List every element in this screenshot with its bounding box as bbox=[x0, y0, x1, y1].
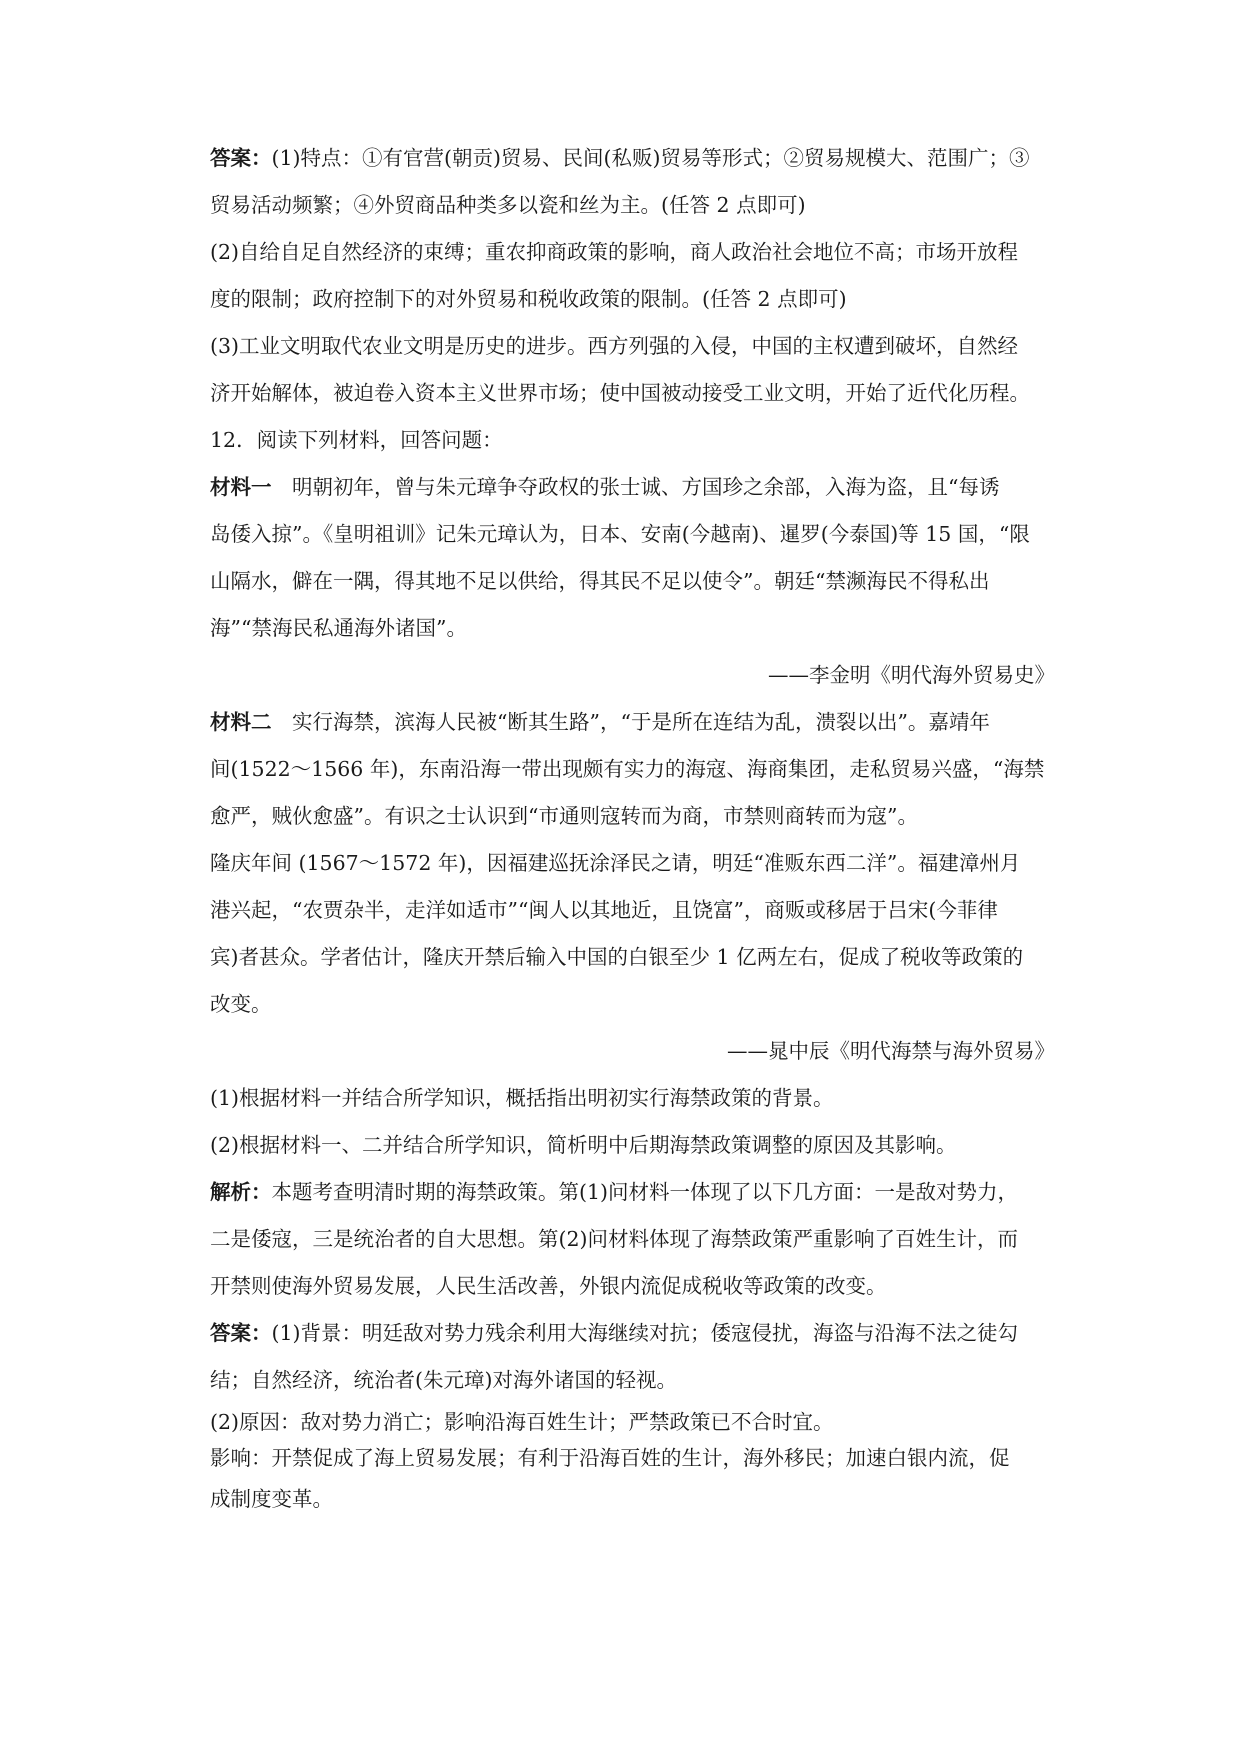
answer-line: 答案：(1)特点：①有官营(朝贡)贸易、民间(私贩)贸易等形式；②贸易规模大、范围广；③ bbox=[210, 146, 1030, 170]
analysis-line: 开禁则使海外贸易发展，人民生活改善，外银内流促成税收等政策的改变。 bbox=[210, 1274, 887, 1298]
answer-line: 贸易活动频繁；④外贸商品种类多以瓷和丝为主。(任答 2 点即可) bbox=[210, 193, 806, 217]
answer-line: 成制度变革。 bbox=[210, 1487, 333, 1511]
material-line: 改变。 bbox=[210, 992, 272, 1016]
answer-line: (2)原因：敌对势力消亡；影响沿海百姓生计；严禁政策已不合时宜。 bbox=[210, 1410, 834, 1434]
answer-line: (2)自给自足自然经济的束缚；重农抑商政策的影响，商人政治社会地位不高；市场开放程 bbox=[210, 240, 1019, 264]
analysis-line: 解析：本题考查明清时期的海禁政策。第(1)问材料一体现了以下几方面：一是敌对势力， bbox=[210, 1180, 1019, 1204]
analysis-label: 解析： bbox=[210, 1180, 272, 1204]
material-source: ——李金明《明代海外贸易史》 bbox=[768, 663, 1055, 687]
answer-line: 度的限制；政府控制下的对外贸易和税收政策的限制。(任答 2 点即可) bbox=[210, 287, 847, 311]
answer-line: 结；自然经济，统治者(朱元璋)对海外诸国的轻视。 bbox=[210, 1368, 677, 1392]
material-line: 山隔水，僻在一隅，得其地不足以供给，得其民不足以使令”。朝廷“禁濒海民不得私出 bbox=[210, 569, 990, 593]
material-line: 愈严，贼伙愈盛”。有识之士认识到“市通则寇转而为商，市禁则商转而为寇”。 bbox=[210, 804, 918, 828]
analysis-line: 二是倭寇，三是统治者的自大思想。第(2)问材料体现了海禁政策严重影响了百姓生计，而 bbox=[210, 1227, 1019, 1251]
sub-question: (1)根据材料一并结合所学知识，概括指出明初实行海禁政策的背景。 bbox=[210, 1086, 834, 1110]
question-stem: 12．阅读下列材料，回答问题： bbox=[210, 428, 503, 452]
answer-line: 济开始解体，被迫卷入资本主义世界市场；使中国被动接受工业文明，开始了近代化历程。 bbox=[210, 381, 1030, 405]
sub-question: (2)根据材料一、二并结合所学知识，简析明中后期海禁政策调整的原因及其影响。 bbox=[210, 1133, 957, 1157]
answer-label: 答案： bbox=[210, 1321, 272, 1345]
answer-line: (3)工业文明取代农业文明是历史的进步。西方列强的入侵，中国的主权遭到破坏，自然经 bbox=[210, 334, 1019, 358]
material-line: 宾)者甚众。学者估计，隆庆开禁后输入中国的白银至少 1 亿两左右，促成了税收等政策的 bbox=[210, 945, 1024, 969]
material-line: 材料二 实行海禁，滨海人民被“断其生路”，“于是所在连结为乱，溃裂以出”。嘉靖年 bbox=[210, 710, 990, 734]
material-line: 港兴起，“农贾杂半，走洋如适市”“闽人以其地近，且饶富”，商贩或移居于吕宋(今菲律 bbox=[210, 898, 998, 922]
material-label: 材料一 bbox=[210, 475, 272, 499]
material-line: 岛倭入掠”。《皇明祖训》记朱元璋认为，日本、安南(今越南)、暹罗(今泰国)等 15 国，“限 bbox=[210, 522, 1030, 546]
material-line: 隆庆年间 (1567～1572 年)，因福建巡抚涂泽民之请，明廷“准贩东西二洋”。福建漳州月 bbox=[210, 851, 1021, 875]
material-line: 材料一 明朝初年，曾与朱元璋争夺政权的张士诚、方国珍之余部，入海为盗，且“每诱 bbox=[210, 475, 1000, 499]
material-line: 海”“禁海民私通海外诸国”。 bbox=[210, 616, 467, 640]
material-source: ——晁中辰《明代海禁与海外贸易》 bbox=[727, 1039, 1055, 1063]
material-line: 间(1522～1566 年)，东南沿海一带出现颇有实力的海寇、海商集团，走私贸易兴盛，“海禁 bbox=[210, 757, 1045, 781]
material-label: 材料二 bbox=[210, 710, 272, 734]
document-page bbox=[210, 135, 1055, 1523]
answer-line: 答案：(1)背景：明廷敌对势力残余利用大海继续对抗；倭寇侵扰，海盗与沿海不法之徒勾 bbox=[210, 1321, 1019, 1345]
answer-line: 影响：开禁促成了海上贸易发展；有利于沿海百姓的生计，海外移民；加速白银内流，促 bbox=[210, 1446, 1010, 1470]
answer-label: 答案： bbox=[210, 146, 272, 170]
